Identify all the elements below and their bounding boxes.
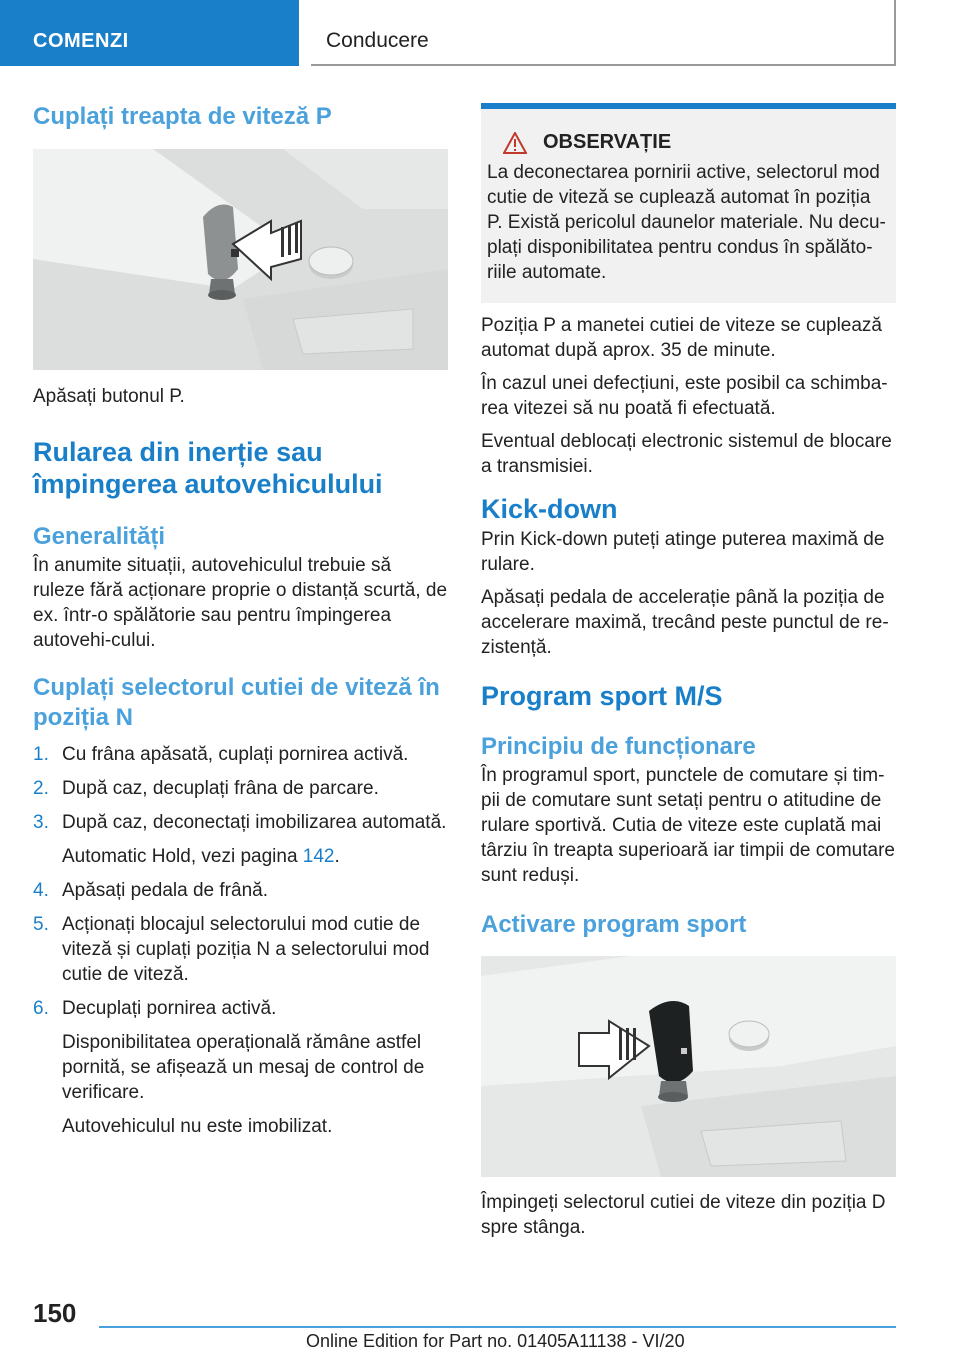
left-column [33, 100, 448, 1139]
heading-general: Generalități [33, 523, 166, 550]
general-text: În anumite situații, autovehiculul trebuie să ruleze fără acționare proprie o distanță scurtă, de ex. într-o spălătorie sau pentru împingerea autovehi-cului. [33, 555, 448, 651]
right-column [481, 103, 896, 1240]
paragraph-unlock: Eventual deblocați electronic sistemul de blocare a transmisiei. [481, 431, 892, 477]
list-item [33, 996, 448, 1139]
figure-sport-selector [481, 956, 896, 1177]
kickdown-text-2: Apăsați pedala de accelerație până la poziția de accelerare maximă, trecând peste punctul de re-zistență. [481, 587, 889, 658]
steps-list [33, 742, 448, 1139]
page-link[interactable]: 142 [302, 846, 335, 867]
paragraph-auto-park: Poziția P a manetei cutiei de viteze se cuplează automat după aprox. 35 de minute. [481, 315, 882, 361]
paragraph-malfunction: În cazul unei defecțiuni, este posibil ca schimba-rea vitezei să nu poată fi efectuată. [481, 373, 888, 419]
step-number: 6. [33, 998, 49, 1019]
list-item [33, 776, 448, 801]
page-number: 150 [33, 1298, 77, 1328]
step-text: Acționați blocajul selectorului mod cutie de viteză și cuplați poziția N a selectorului mod cutie de viteză. [62, 914, 430, 985]
notice-title: OBSERVAȚIE [543, 131, 672, 153]
footer-edition: Online Edition for Part no. 01405A11138 - VI/20 [306, 1331, 685, 1351]
heading-principle: Principiu de funcționare [481, 733, 756, 760]
step-subtext: Disponibilitatea operațională rămâne astfel pornită, se afișează un mesaj de control de verificare. [62, 1032, 425, 1103]
step-subtext: Autovehiculul nu este imobilizat. [62, 1116, 333, 1137]
step-subtext-before: Automatic Hold, vezi pagina [62, 846, 303, 867]
step-number: 1. [33, 744, 49, 765]
figure-park-button [33, 149, 448, 370]
section-title: Conducere [311, 0, 896, 66]
step-text: Cu frâna apăsată, cuplați pornirea activă. [62, 744, 409, 765]
step-number: 4. [33, 880, 49, 901]
fig1-caption: Apăsați butonul P. [33, 386, 185, 407]
list-item [33, 878, 448, 903]
step-text: După caz, deconectați imobilizarea automată. [62, 812, 447, 833]
heading-neutral: Cuplați selectorul cutiei de viteză în poziția N [33, 674, 440, 731]
list-item [33, 912, 448, 987]
step-text: Apăsați pedala de frână. [62, 880, 268, 901]
step-subtext [62, 844, 448, 869]
heading-park: Cuplați treapta de viteză P [33, 103, 332, 130]
warning-triangle-icon [503, 132, 527, 154]
step-text: Decuplați pornirea activă. [62, 998, 277, 1019]
step-number: 5. [33, 914, 49, 935]
heading-kickdown: Kick-down [481, 494, 618, 524]
heading-rolling: Rularea din inerție sau împingerea autovehiculului [33, 437, 383, 499]
footer-divider [99, 1326, 896, 1328]
step-subtext-after: . [334, 846, 340, 867]
step-number: 2. [33, 778, 49, 799]
step-number: 3. [33, 812, 49, 833]
heading-activate-sport: Activare program sport [481, 911, 747, 938]
notice-text: La deconectarea pornirii active, selectorul mod cutie de viteză se cuplează automat în poziția P. Există pericolul daunelor materiale. Nu decu-plați disponibilitatea pentru condus în spălăto-riile automate. [487, 162, 886, 283]
notice-header [487, 131, 890, 154]
principle-text: În programul sport, punctele de comutare și tim-pii de comutare sunt setați pentru o atitudine de rulare sportivă. Cutia de viteze este cuplată mai târziu în treapta superioară iar timpii de comutare sunt reduși. [481, 765, 895, 886]
notice-box [481, 103, 896, 303]
kickdown-text-1: Prin Kick-down puteți atinge puterea maximă de rulare. [481, 529, 885, 575]
step-text: După caz, decuplați frâna de parcare. [62, 778, 379, 799]
list-item [33, 810, 448, 869]
list-item [33, 742, 448, 767]
heading-sport-program: Program sport M/S [481, 681, 723, 711]
fig2-caption: Împingeți selectorul cutiei de viteze din poziția D spre stânga. [481, 1192, 886, 1238]
chapter-tab: COMENZI [0, 0, 299, 66]
